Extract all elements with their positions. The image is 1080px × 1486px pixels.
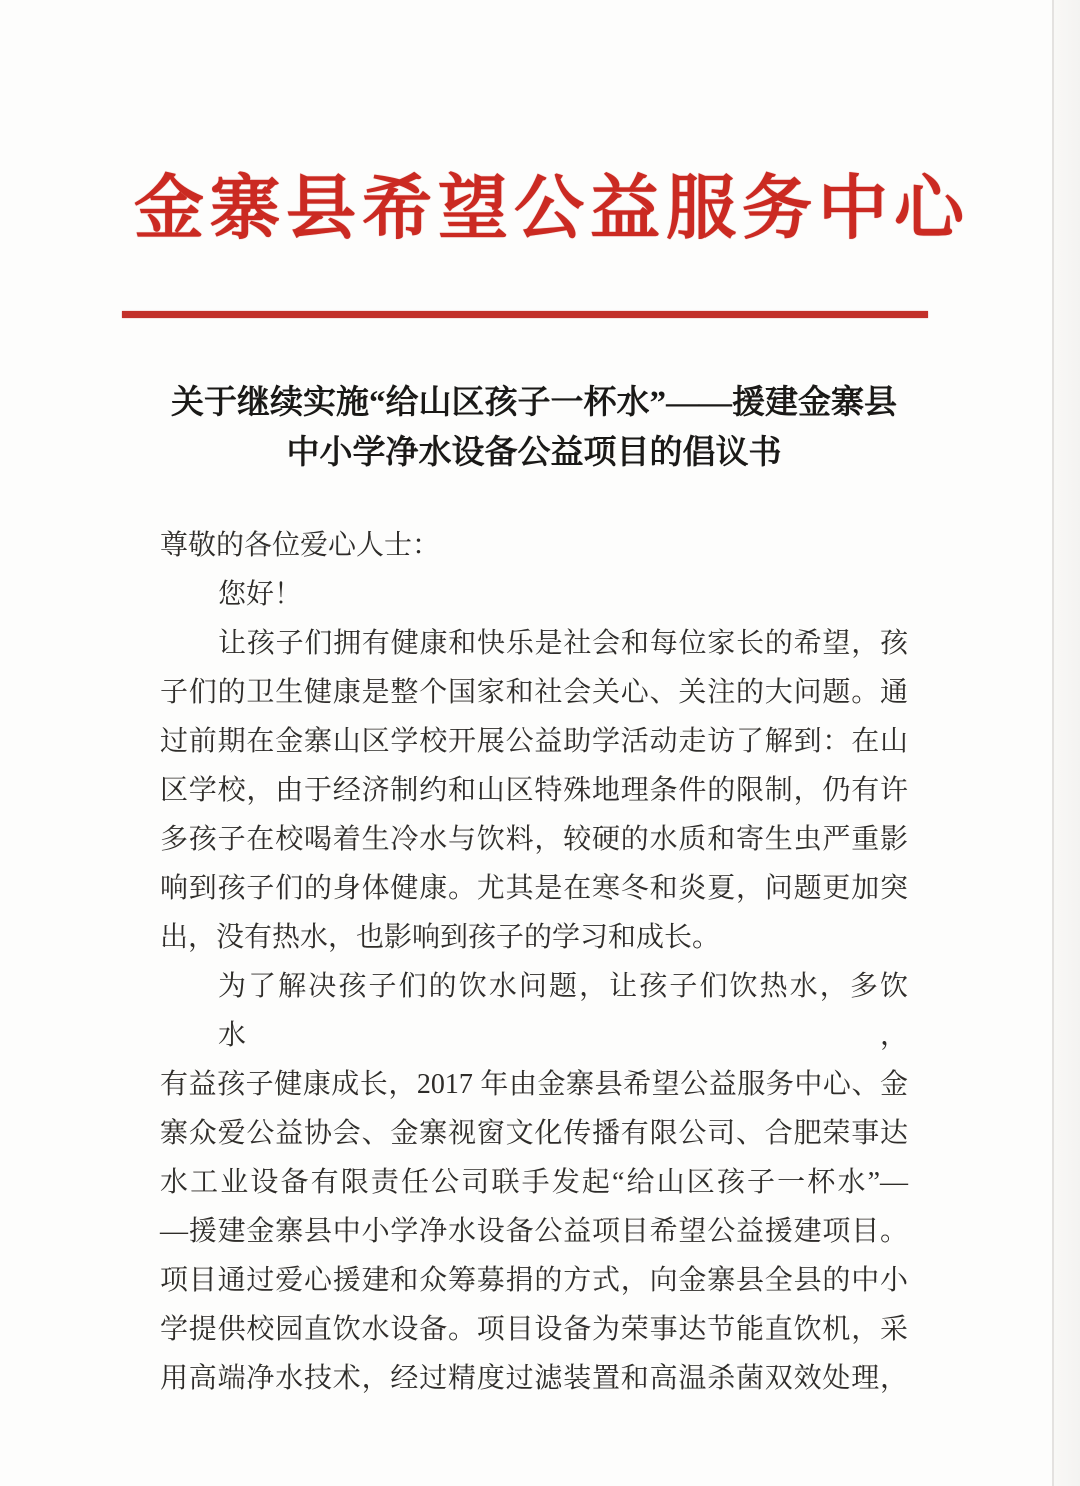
body-text-line: 为了解决孩子们的饮水问题，让孩子们饮热水，多饮水， [218,971,908,1051]
body-text-line: 响到孩子们的身体健康。尤其是在寒冬和炎夏，问题更加突 [160,873,908,904]
document-title-line-1: 关于继续实施“给山区孩子一杯水”——援建金寨县 [171,385,897,421]
body-text-line: —援建金寨县中小学净水设备公益项目希望公益援建项目。 [160,1216,908,1247]
body-text-line: 区学校，由于经济制约和山区特殊地理条件的限制，仍有许 [160,775,908,806]
greeting-line: 您好！ [218,579,303,610]
body-text-line: 让孩子们拥有健康和快乐是社会和每位家长的希望，孩 [218,628,908,659]
scan-edge-shading [1054,0,1080,1486]
body-text-line: 有益孩子健康成长，2017 年由金寨县希望公益服务中心、金 [160,1069,908,1100]
letterhead-divider-rule [122,311,928,318]
body-text-line: 寨众爱公益协会、金寨视窗文化传播有限公司、合肥荣事达 [160,1118,908,1149]
body-text-line: 过前期在金寨山区学校开展公益助学活动走访了解到：在山 [160,726,908,757]
body-text-line: 多孩子在校喝着生冷水与饮料，较硬的水质和寄生虫严重影 [160,824,908,855]
body-text-line: 出，没有热水，也影响到孩子的学习和成长。 [160,922,721,953]
document-title-line-2: 中小学净水设备公益项目的倡议书 [286,435,782,471]
document-body [160,521,908,1403]
body-text-line: 项目通过爱心援建和众筹募捐的方式，向金寨县全县的中小 [160,1265,908,1296]
letterhead-org-title: 金寨县希望公益服务中心 [134,171,970,248]
body-text-line: 用高端净水技术，经过精度过滤装置和高温杀菌双效处理， [160,1363,908,1394]
body-text-line: 子们的卫生健康是整个国家和社会关心、关注的大问题。通 [160,677,908,708]
document-title [134,378,934,478]
body-text-line: 水工业设备有限责任公司联手发起“给山区孩子一杯水”— [160,1167,908,1198]
body-text-line: 学提供校园直饮水设备。项目设备为荣事达节能直饮机，采 [160,1314,908,1345]
scan-edge-line [1052,0,1054,1486]
salutation-line: 尊敬的各位爱心人士： [160,530,441,561]
